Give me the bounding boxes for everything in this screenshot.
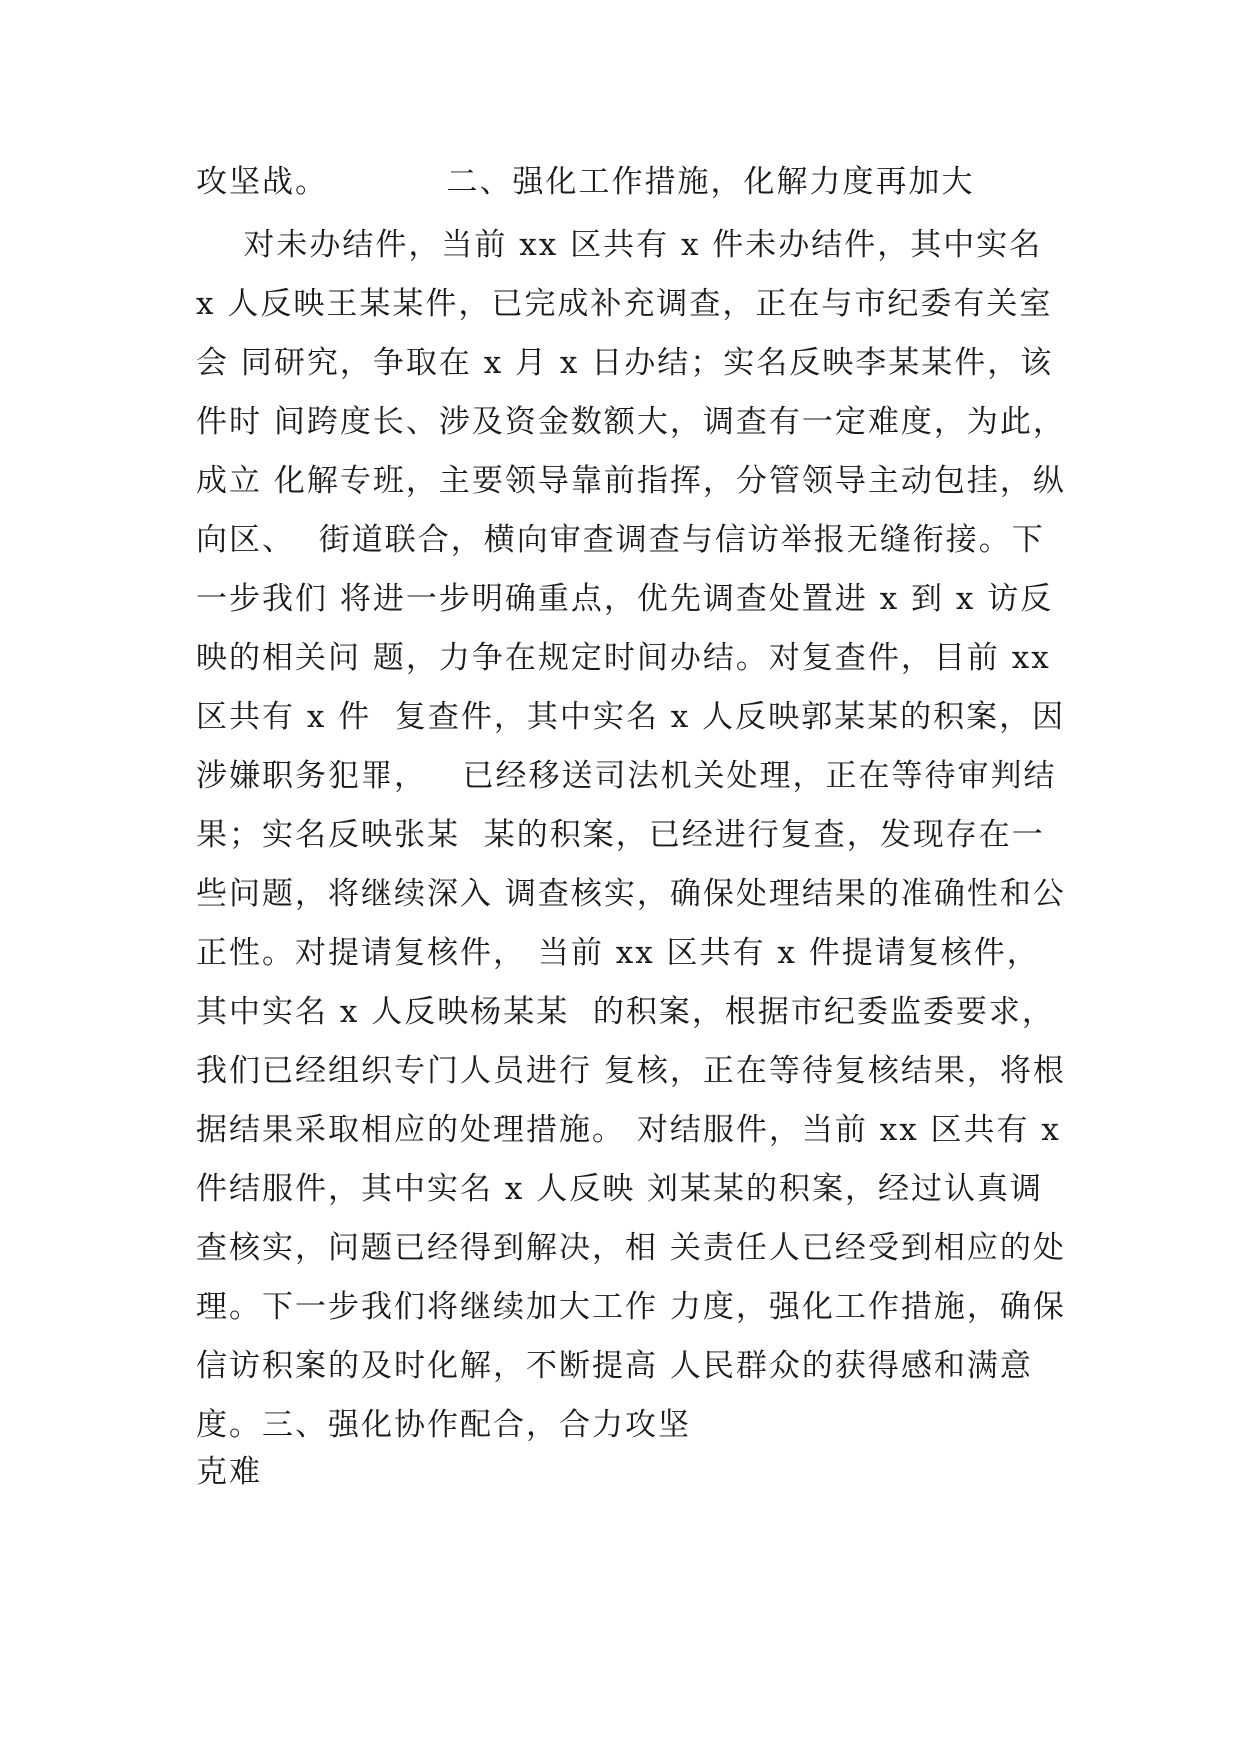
text-line: 度。三、强化协作配合，合力攻坚 (196, 1407, 691, 1443)
text-line: 克难 (196, 1454, 262, 1490)
text-line: 信访积案的及时化解，不断提高 人民群众的获得感和满意 (196, 1348, 1033, 1384)
text-line: 件时 间跨度长、涉及资金数额大，调查有一定难度，为此， (196, 404, 1066, 440)
text-line: 对未办结件，当前 xx 区共有 x 件未办结件，其中实名 (196, 227, 1043, 263)
text-line: 正性。对提请复核件， 当前 xx 区共有 x 件提请复核件， (196, 935, 1040, 971)
text-line: 据结果采取相应的处理措施。 对结服件，当前 xx 区共有 x (196, 1112, 1061, 1148)
text-line: 向区、 街道联合，横向审查调查与信访举报无缝衔接。下 (196, 522, 1045, 558)
text-line: 一步我们 将进一步明确重点，优先调查处置进 x 到 x 访反 (196, 581, 1054, 617)
text-line: 映的相关问 题，力争在规定时间办结。对复查件，目前 xx (196, 640, 1051, 676)
text-line: 会 同研究，争取在 x 月 x 日办结；实名反映李某某件，该 (196, 345, 1054, 381)
text-line: 果；实名反映张某 某的积案，已经进行复查，发现存在一 (196, 817, 1045, 853)
text-line: 理。下一步我们将继续加大工作 力度，强化工作措施，确保 (196, 1289, 1066, 1325)
text-line: 查核实，问题已经得到解决，相 关责任人已经受到相应的处 (196, 1230, 1066, 1266)
text-line: x 人反映王某某件，已完成补充调查，正在与市纪委有关室 (196, 286, 1053, 322)
text-line: 其中实名 x 人反映杨某某 的积案，根据市纪委监委要求， (196, 994, 1055, 1030)
text-line: 成立 化解专班，主要领导靠前指挥，分管领导主动包挂，纵 (196, 463, 1066, 499)
text-line: 些问题，将继续深入 调查核实，确保处理结果的准确性和公 (196, 876, 1066, 912)
text-line: 攻坚战。 二、强化工作措施，化解力度再加大 (196, 164, 975, 200)
text-line: 区共有 x 件 复查件，其中实名 x 人反映郭某某的积案，因 (196, 699, 1066, 735)
text-line: 涉嫌职务犯罪， 已经移送司法机关处理，正在等待审判结 (196, 758, 1057, 794)
text-line: 件结服件，其中实名 x 人反映 刘某某的积案，经过认真调 (196, 1171, 1044, 1207)
text-line: 我们已经组织专门人员进行 复核，正在等待复核结果，将根 (196, 1053, 1066, 1089)
